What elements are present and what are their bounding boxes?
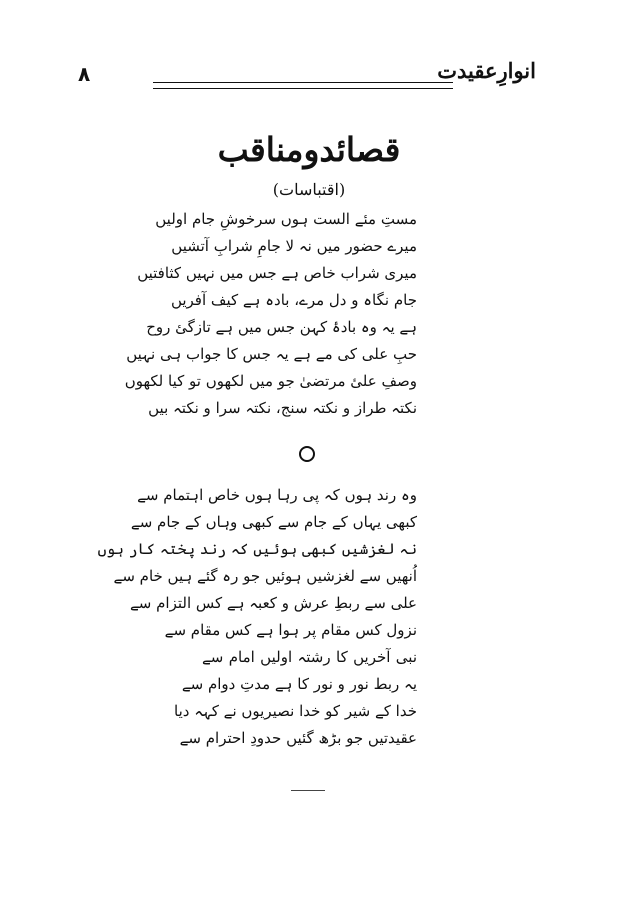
page-number: ۸ [78, 62, 91, 86]
verse-line: نہ لغزشیں کبھی ہوئیں کہ رند پختہ کار ہوں [97, 540, 417, 558]
verse-line: نزول کس مقام پر ہوا ہے کس مقام سے [164, 621, 417, 639]
verse-line: مستِ مئے الست ہوں سرخوشِ جام اولیں [155, 210, 417, 228]
verse-line: عقیدتیں جو بڑھ گئیں حدودِ احترام سے [179, 729, 417, 747]
page-header [0, 54, 618, 94]
section-title: قصائدومناقب [217, 130, 401, 169]
running-title: انوارِعقیدت [437, 58, 536, 83]
verse-line: میری شراب خاص ہے جس میں نہیں کثافتیں [137, 264, 417, 282]
poem-stanza-2 [97, 482, 417, 752]
header-rule-top [153, 82, 453, 83]
circle-separator-icon [299, 446, 315, 462]
header-rule-bottom [153, 88, 453, 89]
verse-line: حبِ علی کی مے ہے یہ جس کا جواب ہی نہیں [126, 345, 417, 363]
verse-line: میرے حضور میں نہ لا جامِ شرابِ آتشیں [171, 237, 417, 255]
verse-line: علی سے ربطِ عرش و کعبہ ہے کس التزام سے [129, 594, 417, 612]
verse-line: ہے یہ وہ بادۂ کہن جس میں ہے تازگئ روح [146, 318, 417, 336]
poem-stanza-1 [124, 206, 417, 422]
verse-line: کبھی یہاں کے جام سے کبھی وہاں کے جام سے [130, 513, 417, 531]
verse-line: جام نگاہ و دل مرے، بادہ ہے کیف آفریں [170, 291, 417, 309]
verse-line: اُنھیں سے لغزشیں ہوئیں جو رہ گئے ہیں خام سے [113, 567, 417, 585]
verse-line: وصفِ علیٔ مرتضیٰ جو میں لکھوں تو کیا لکھوں [124, 372, 417, 390]
verse-line: نبی آخریں کا رشتہ اولیں امام سے [202, 648, 417, 666]
verse-line: یہ ربط نور و نور کا ہے مدتِ دوام سے [181, 675, 417, 693]
end-rule [291, 790, 325, 791]
verse-line: خدا کے شیر کو خدا نصیریوں نے کہہ دیا [174, 702, 417, 720]
verse-line: نکتہ طراز و نکتہ سنج، نکتہ سرا و نکتہ بیں [148, 399, 417, 417]
verse-line: وہ رند ہوں کہ پی رہا ہوں خاص اہتمام سے [137, 486, 417, 504]
section-subtitle: (اقتباسات) [272, 180, 346, 199]
